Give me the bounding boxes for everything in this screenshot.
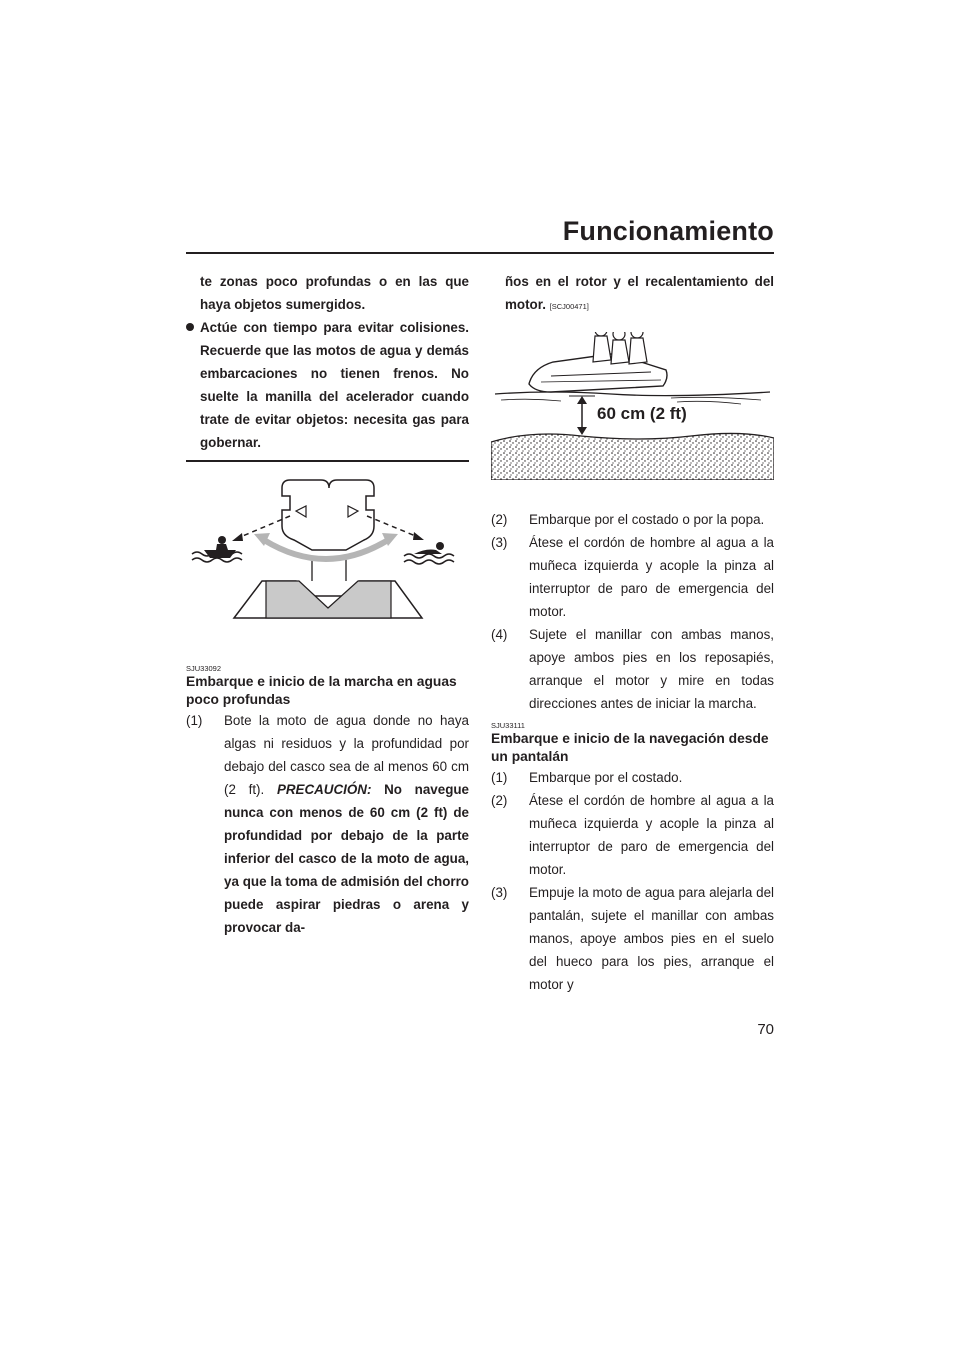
warning-bullet-text: Actúe con tiempo para evitar colisiones. Recuerde que las motos de agua y demás embarcaciones no tienen frenos. No suelte la manilla del acelerador cuando trate de evitar objetos: necesita gas para gobernar.: [200, 320, 469, 450]
caution-continuation-text: ños en el rotor y el recalentamiento del motor.: [505, 274, 774, 312]
step-number: (1): [186, 713, 203, 728]
step-item: [491, 531, 774, 623]
right-column: [491, 270, 774, 996]
step-item: [491, 766, 774, 789]
step-number: (4): [491, 627, 508, 642]
step-text: Embarque por el costado o por la popa.: [529, 512, 765, 527]
step-number: (2): [491, 793, 508, 808]
step-text: Empuje la moto de agua para alejarla del pantalán, sujete el manillar con ambas manos, apoye ambos pies en el suelo del hueco para los pies, arranque el motor y: [529, 885, 774, 992]
warning-bullet-item: [186, 316, 469, 454]
step-number: (2): [491, 512, 508, 527]
depth-figure: [491, 332, 774, 480]
step-text: Átese el cordón de hombre al agua a la muñeca izquierda y acople la pinza al interruptor de paro de emergencia del motor.: [529, 793, 774, 877]
step-text: Sujete el manillar con ambas manos, apoye ambos pies en los reposapiés, arranque el motor y mire en todas direcciones antes de iniciar la marcha.: [529, 627, 774, 711]
step-item: [491, 508, 774, 531]
header-divider: [186, 252, 774, 254]
step-text: Bote la moto de agua donde no haya algas ni residuos y la profundidad por debajo del casco sea de al menos 60 cm (2 ft).: [224, 713, 469, 797]
step-text: Átese el cordón de hombre al agua a la muñeca izquierda y acople la pinza al interruptor de paro de emergencia del motor.: [529, 535, 774, 619]
caution-code: [SCJ00471]: [549, 302, 589, 311]
step-number: (3): [491, 535, 508, 550]
page-header-title: Funcionamiento: [562, 216, 774, 246]
caution-label: PRECAUCIÓN:: [276, 782, 372, 797]
step-item: [491, 623, 774, 715]
warning-end-rule: [186, 460, 469, 462]
steps-list-a: [491, 508, 774, 715]
step-text: Embarque por el costado.: [529, 770, 683, 785]
caution-continuation: [491, 270, 774, 318]
depth-label: 60 cm (2 ft): [597, 404, 687, 423]
step-item: [491, 881, 774, 996]
section-heading: Embarque e inicio de la marcha en aguas poco profundas: [186, 674, 457, 707]
step-item: [491, 789, 774, 881]
step-item: [186, 709, 469, 939]
caution-text: No navegue nunca con menos de 60 cm (2 ft) de profundidad por debajo de la parte inferior del casco de la moto de agua, ya que la toma de admisión del chorro puede aspirar piedras o arena y provocar da-: [224, 782, 469, 935]
page-number: 70: [757, 1021, 774, 1038]
warning-continuation: te zonas poco profundas o en las que haya objetos sumergidos.: [200, 274, 469, 312]
steps-list-b: [491, 766, 774, 996]
step-number: (1): [491, 770, 508, 785]
bullet-dot-icon: [186, 323, 194, 331]
section-code: SJU33111: [491, 721, 525, 730]
section-heading: Embarque e inicio de la navegación desde un pantalán: [491, 731, 769, 764]
left-column: [186, 270, 469, 939]
avoidance-illustration: [186, 478, 469, 646]
section-code: SJU33092: [186, 664, 222, 673]
step-number: (3): [491, 885, 508, 900]
